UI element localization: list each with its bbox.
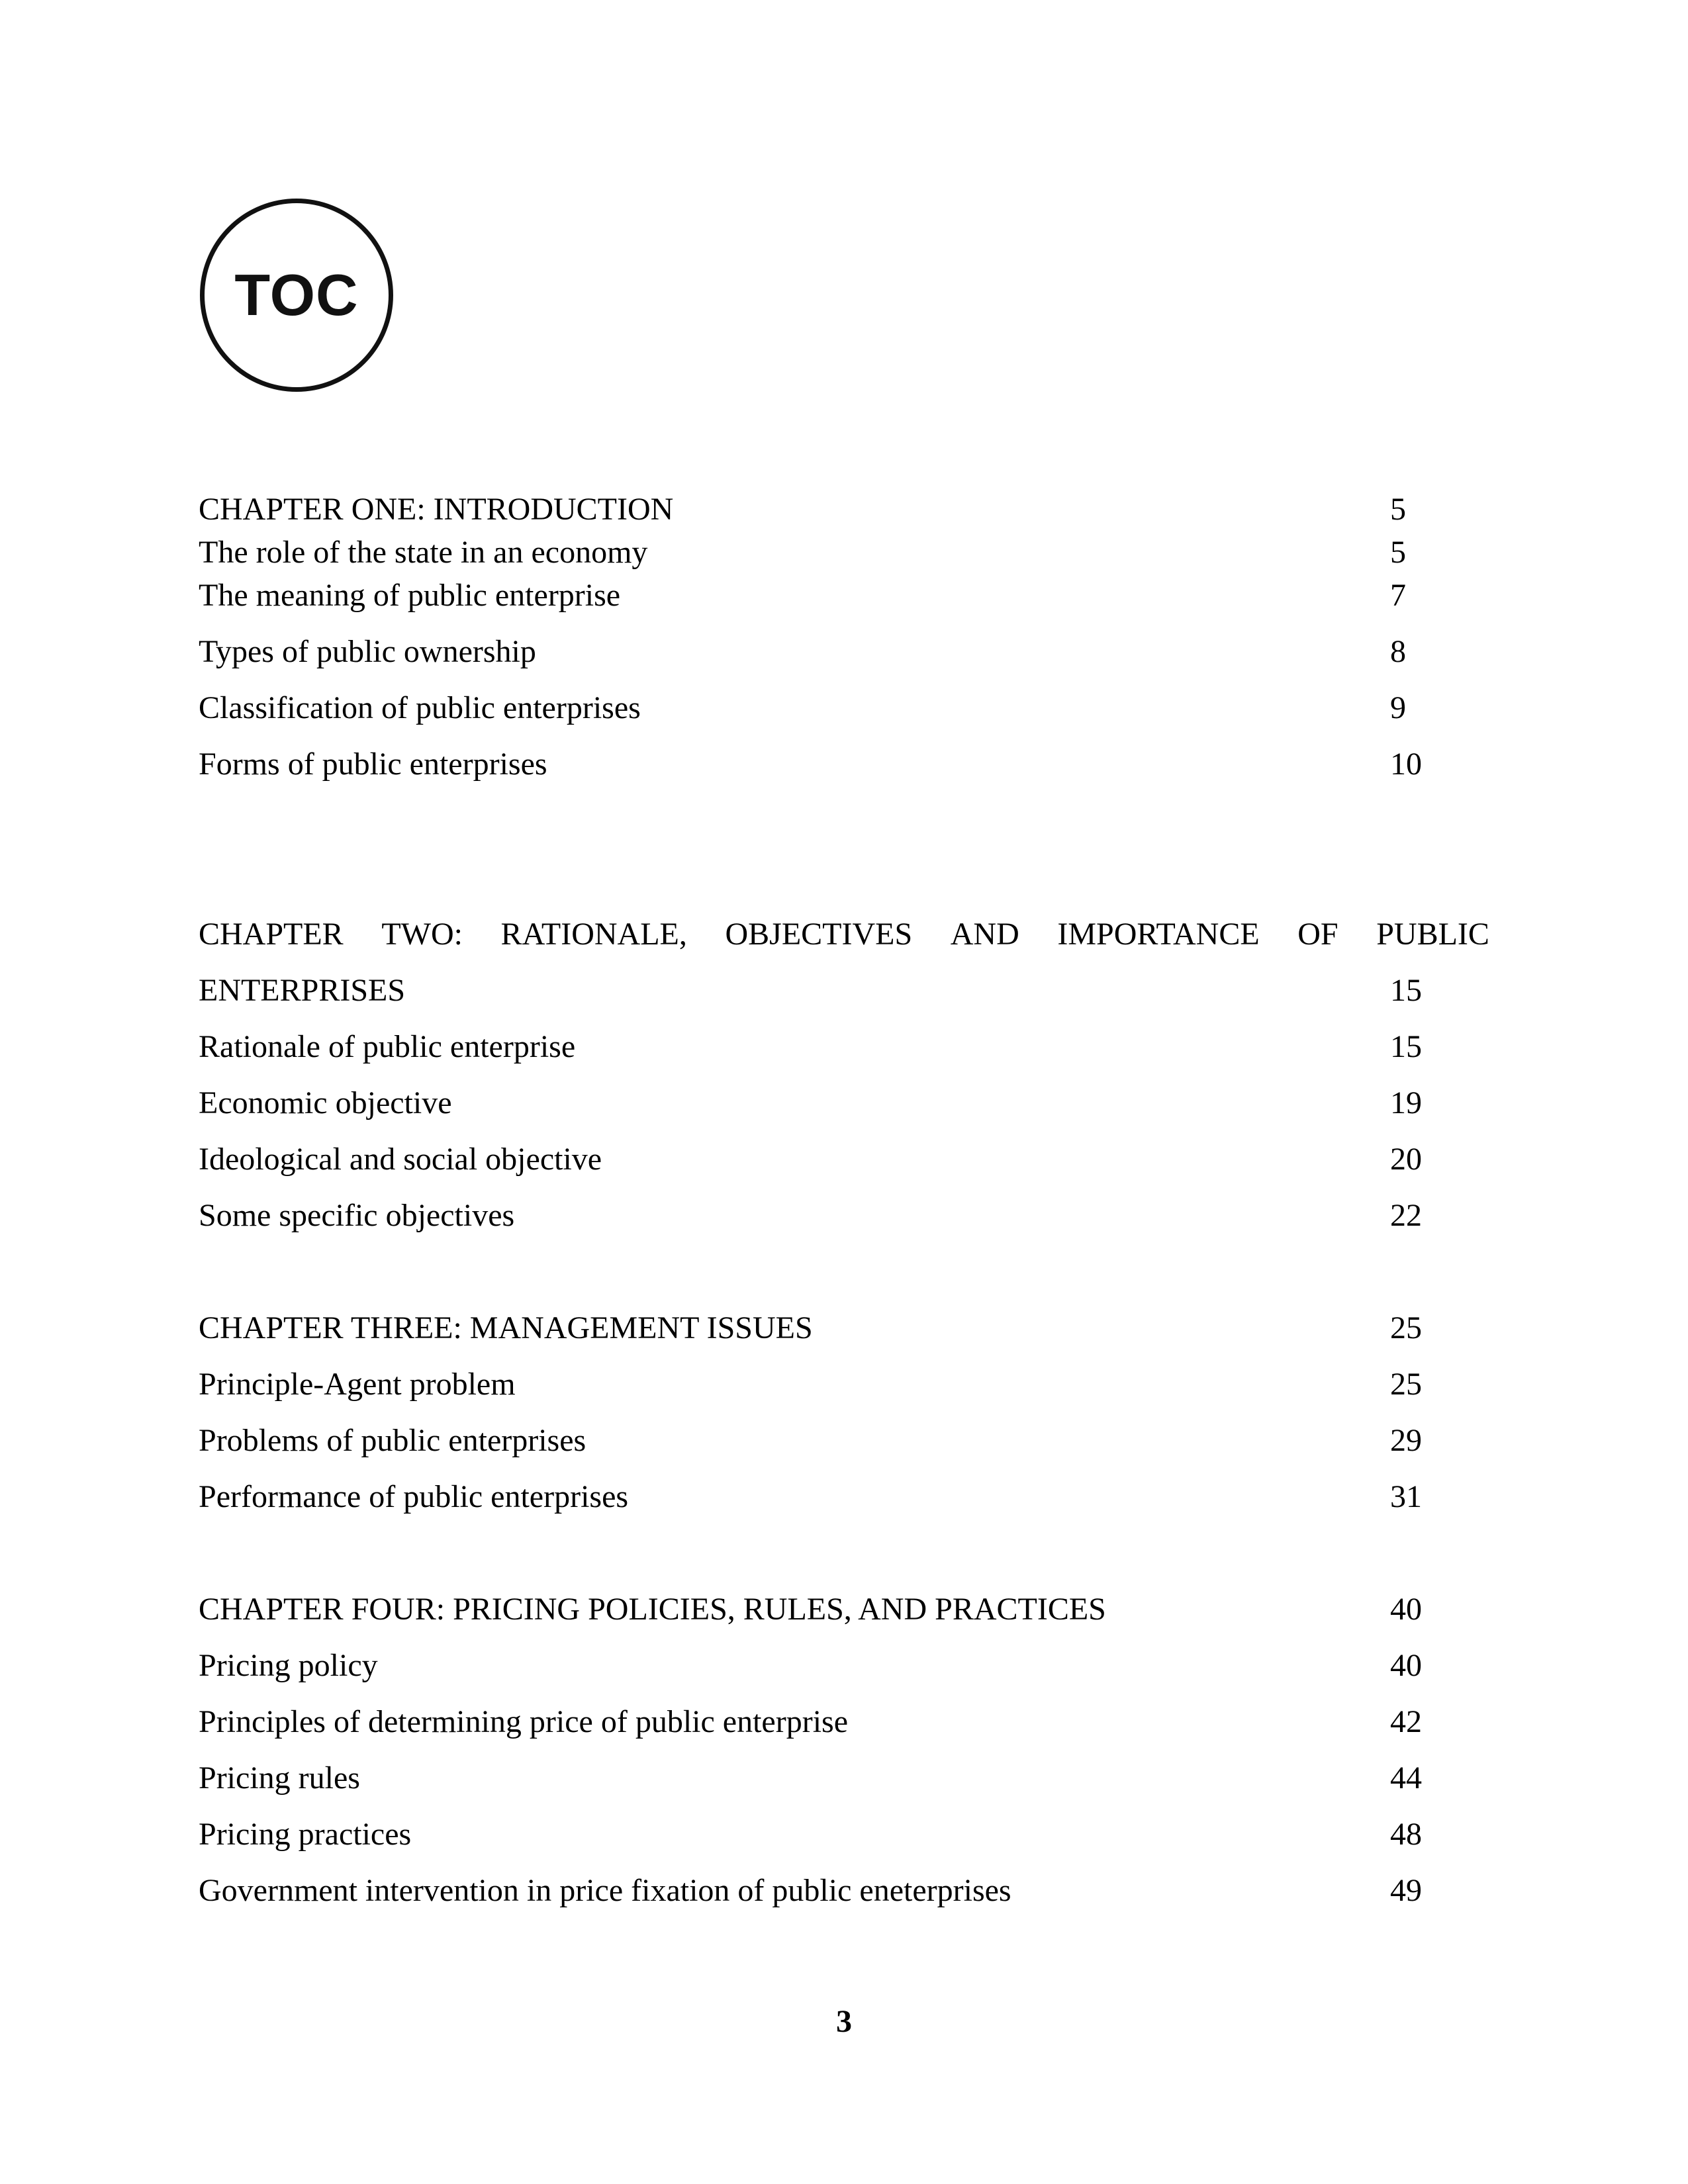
- toc-entry[interactable]: [199, 576, 1423, 615]
- toc-entry[interactable]: [199, 1758, 1423, 1798]
- toc-entry-title: Principle-Agent problem: [199, 1367, 516, 1402]
- toc-entry-page: 19: [1390, 1085, 1422, 1120]
- toc-entry-chapter-four[interactable]: [199, 1590, 1423, 1629]
- toc-entry-title: CHAPTER ONE: INTRODUCTION: [199, 492, 674, 527]
- heading-word: OF: [1297, 917, 1338, 952]
- toc-entry-page: 7: [1390, 578, 1406, 613]
- toc-entry-title: Government intervention in price fixation of public eneterprises: [199, 1873, 1011, 1908]
- toc-entry[interactable]: [199, 971, 1423, 1011]
- toc-entry-page: 15: [1390, 1029, 1422, 1064]
- toc-entry[interactable]: [199, 632, 1423, 672]
- toc-entry-page: 42: [1390, 1704, 1422, 1739]
- toc-entry-page: 48: [1390, 1817, 1422, 1852]
- toc-entry-title: Some specific objectives: [199, 1198, 515, 1233]
- heading-word: RATIONALE,: [500, 917, 687, 952]
- toc-entry[interactable]: [199, 688, 1423, 728]
- toc-entry-title: Economic objective: [199, 1085, 452, 1120]
- heading-word: PUBLIC: [1376, 917, 1489, 952]
- heading-word: AND: [950, 917, 1019, 952]
- toc-entry-title: The meaning of public enterprise: [199, 578, 621, 613]
- toc-entry-page: 31: [1390, 1479, 1422, 1514]
- toc-entry-page: 44: [1390, 1760, 1422, 1796]
- toc-entry-page: 15: [1390, 973, 1422, 1008]
- toc-entry[interactable]: [199, 1083, 1423, 1123]
- heading-word: OBJECTIVES: [725, 917, 913, 952]
- toc-entry-page: 25: [1390, 1367, 1422, 1402]
- toc-entry[interactable]: [199, 1871, 1423, 1911]
- toc-entry-title: Pricing practices: [199, 1817, 412, 1852]
- toc-logo: TOC: [200, 199, 393, 392]
- toc-entry-title: Performance of public enterprises: [199, 1479, 629, 1514]
- toc-entry-page: 40: [1390, 1648, 1422, 1683]
- toc-entry-page: 5: [1390, 492, 1406, 527]
- toc-entry[interactable]: [199, 1365, 1423, 1404]
- toc-entry-page: 9: [1390, 690, 1406, 725]
- toc-entry-title: Forms of public enterprises: [199, 747, 547, 782]
- toc-entry-title: Rationale of public enterprise: [199, 1029, 576, 1064]
- toc-entry[interactable]: [199, 1477, 1423, 1517]
- toc-entry-chapter-one[interactable]: [199, 490, 1423, 529]
- toc-entry-title: The role of the state in an economy: [199, 535, 648, 570]
- heading-word: TWO:: [381, 917, 463, 952]
- toc-entry[interactable]: [199, 533, 1423, 572]
- toc-entry[interactable]: [199, 1421, 1423, 1461]
- toc-entry-page: 10: [1390, 747, 1422, 782]
- toc-entry[interactable]: [199, 1646, 1423, 1686]
- toc-chapter-two-heading[interactable]: [199, 915, 1489, 954]
- toc-entry[interactable]: [199, 1815, 1423, 1854]
- toc-entry-page: 22: [1390, 1198, 1422, 1233]
- toc-entry-chapter-three[interactable]: [199, 1308, 1423, 1348]
- toc-entry-page: 5: [1390, 535, 1406, 570]
- toc-entry-title: Types of public ownership: [199, 634, 536, 669]
- toc-entry-page: 40: [1390, 1592, 1422, 1627]
- toc-entry[interactable]: [199, 1196, 1423, 1236]
- toc-entry-title: Problems of public enterprises: [199, 1423, 586, 1458]
- toc-entry-page: 49: [1390, 1873, 1422, 1908]
- toc-entry[interactable]: [199, 1027, 1423, 1067]
- toc-entry-title: Principles of determining price of public enterprise: [199, 1704, 849, 1739]
- toc-entry-page: 20: [1390, 1142, 1422, 1177]
- toc-entry-title: Classification of public enterprises: [199, 690, 641, 725]
- toc-entry-page: 25: [1390, 1310, 1422, 1345]
- toc-entry[interactable]: [199, 745, 1423, 784]
- toc-entry[interactable]: [199, 1140, 1423, 1179]
- toc-entry-title: Pricing policy: [199, 1648, 378, 1683]
- toc-entry-title: Pricing rules: [199, 1760, 360, 1796]
- toc-entry[interactable]: [199, 1702, 1423, 1742]
- toc-entry-title: CHAPTER FOUR: PRICING POLICIES, RULES, AND PRACTICES: [199, 1592, 1106, 1627]
- heading-word: CHAPTER: [199, 917, 344, 952]
- toc-entry-title: ENTERPRISES: [199, 973, 406, 1008]
- toc-entry-title: CHAPTER THREE: MANAGEMENT ISSUES: [199, 1310, 813, 1345]
- toc-entry-page: 29: [1390, 1423, 1422, 1458]
- page-number: 3: [836, 2004, 852, 2039]
- toc-entry-title: Ideological and social objective: [199, 1142, 602, 1177]
- heading-word: IMPORTANCE: [1057, 917, 1260, 952]
- toc-entry-page: 8: [1390, 634, 1406, 669]
